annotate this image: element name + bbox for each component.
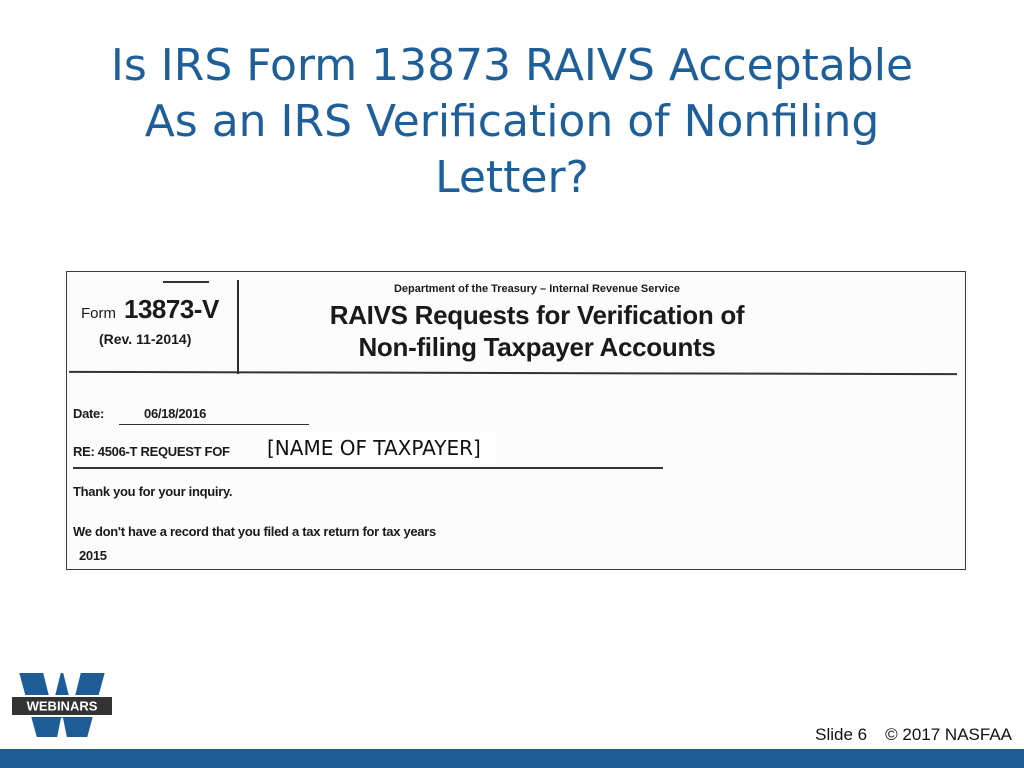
form-heading-line-1: RAIVS Requests for Verification of: [329, 300, 745, 330]
form-heading: [247, 299, 827, 363]
form-no-record-text: We don't have a record that you filed a tax return for tax years: [73, 524, 436, 539]
form-date-underline: [119, 424, 309, 425]
irs-form-image: [66, 271, 966, 570]
form-revision: (Rev. 11-2014): [99, 331, 192, 347]
title-line-3: Letter?: [435, 152, 589, 203]
form-label: Form: [81, 305, 116, 322]
taxpayer-name-placeholder: [NAME OF TAXPAYER]: [263, 432, 495, 464]
form-header-divider: [69, 371, 957, 375]
slide-title: [40, 38, 984, 206]
footer-bar: [0, 749, 1024, 768]
slide-number: Slide 6: [815, 725, 868, 744]
form-date-value: 06/18/2016: [144, 406, 207, 421]
form-date-row: [73, 406, 206, 421]
title-line-2: As an IRS Verification of Nonfiling: [144, 96, 880, 147]
form-number: 13873-V: [124, 294, 219, 324]
form-re-underline: [73, 467, 663, 469]
logo-text: WEBINARS: [26, 698, 98, 714]
form-top-rule: [163, 281, 209, 283]
title-line-1: Is IRS Form 13873 RAIVS Acceptable: [110, 40, 914, 91]
form-vertical-divider: [237, 280, 239, 374]
form-department: Department of the Treasury – Internal Revenue Service: [393, 283, 681, 295]
form-heading-line-2: Non-filing Taxpayer Accounts: [358, 332, 716, 362]
form-date-label: Date:: [73, 406, 105, 421]
form-tax-year: 2015: [79, 548, 107, 563]
webinars-logo: [8, 670, 116, 740]
form-re-row: RE: 4506-T REQUEST FOF: [73, 444, 230, 459]
form-number-block: [81, 294, 241, 347]
copyright-text: © 2017 NASFAA: [885, 725, 1012, 744]
slide-footer: [815, 725, 1012, 745]
form-thanks-text: Thank you for your inquiry.: [73, 484, 233, 499]
